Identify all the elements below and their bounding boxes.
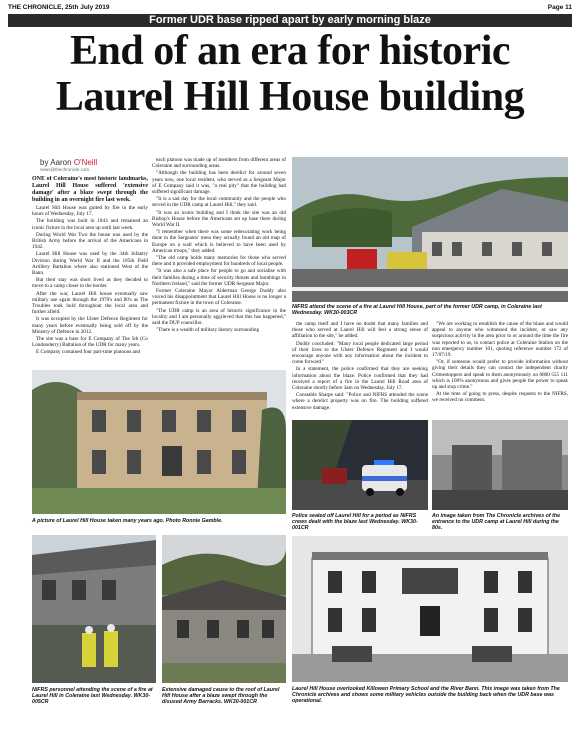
headline — [8, 28, 572, 120]
headline-line-1: End of an era for historic — [69, 28, 511, 74]
paragraph: "The UDR camp is an area of historic significance in the locality and I am personally aggrieved that this has happened," said the DUP councillor. — [152, 307, 286, 327]
paragraph: During World War Two the house was used by the British Army before the arrival of the Americans in 1942. — [32, 231, 148, 251]
paragraph: The site was a base for E Company of The 5th (Co Londonderry) Battalion of the UDR for many years. — [32, 336, 148, 349]
fire-scene-photo — [292, 157, 568, 302]
paragraph: It was occupied by the Ulster Defence Regiment for many years before eventually being sold off by the Ministry of Defence in 2012. — [32, 316, 148, 335]
roof-damage-photo — [162, 535, 286, 683]
page-number: Page 11 — [547, 4, 572, 11]
nifrs-caption: NIFRS personnel attending the scene of a fire at Laurel Hill in Coleraine last Wednesday. WK30-005CR — [32, 687, 153, 706]
paragraph: The building was built in 1843 and remained an iconic fixture in the local area up until last week. — [32, 218, 148, 231]
byline-email[interactable]: news@thechronicle.com — [40, 167, 90, 172]
fire-photo-caption: NIFRS attend the scene of a fire at Laurel Hill House, part of the former UDR camp, in Coleraine last Wednesday. WK30-003CR — [292, 304, 542, 317]
byline-name: O'Neill — [73, 158, 98, 167]
paragraph: the camp itself and I have no doubt that many families and those who served at Laurel Hill will feel a strong sense of affiliation to the site," he added. — [292, 321, 428, 340]
paragraph: "There is a wealth of military history surrounding — [156, 327, 260, 334]
paragraph: "The old camp holds many memories for those who served there and it provided employment for hundreds of local people. — [152, 255, 286, 268]
byline — [40, 158, 97, 167]
paragraph: "Or, if someone would prefer to provide information without giving their details they can contact the independent charity Crimestoppers and speak to them anonymously on 0800 555 111 which is 100% anonymous and gives people the power to speak up and stop crime." — [432, 359, 568, 391]
article-column-4 — [432, 321, 568, 419]
entrance-caption: An image taken from The Chronicle archives of the entrance to the UDR camp at Laurel Hill during the 80s. — [432, 513, 561, 532]
damage-caption: Extensive damaged cause to the roof of Laurel Hill House after a blaze swept through the disused Army Barracks. WK30-001CR — [162, 687, 280, 706]
old-house-photo — [32, 370, 286, 514]
article-column-3 — [292, 321, 428, 419]
paragraph: But their stay was short lived as they decided to move to a camp closer to the border. — [32, 277, 148, 290]
paragraph: E Company contained four part-time platoons and — [36, 349, 141, 356]
headline-line-2: Laurel Hill House building — [55, 74, 525, 120]
paragraph: Constable Sharpe said: "Police and NIFRS attended the scene where a derelict property was on fire. The building suffered extensive damage. — [292, 392, 428, 411]
paper-date: THE CHRONICLE, 25th July 2019 — [8, 4, 110, 11]
article-column-1 — [32, 176, 148, 362]
paragraph: ONE of Coleraine's most historic landmarks, Laurel Hill House suffered 'extensive damage' after a blaze swept through the building in an overnight fire last week. — [32, 176, 148, 203]
entrance-archive-photo — [432, 420, 568, 510]
paragraph: each platoon was made up of members from different areas of Coleraine and surrounding areas. — [152, 157, 286, 170]
article-column-2 — [152, 157, 286, 362]
overlook-caption: Laurel Hill House overlooked Killowen Primary School and the River Bann. This image was taken from The Chronicle archives and shows some military vehicles outside the building back when the UDR base was operational. — [292, 686, 560, 705]
kicker-banner: Former UDR base ripped apart by early morning blaze — [8, 14, 572, 27]
paragraph: "It was an iconic building and I think the site was an old Bishop's House before the Americans set up base there during World War II. — [152, 209, 286, 229]
page-header — [8, 4, 572, 11]
paragraph: Laurel Hill House was gutted by fire in the early hours of Wednesday, July 17. — [32, 205, 148, 218]
paragraph: Former Coleraine Mayor Alderman George Duddy also voiced his disappointment that Laurel Hill House is no longer a permanent fixture in the town of Coleraine. — [152, 288, 286, 307]
paragraph: Duddy concluded: "Many local people dedicated large period of their lives to the Ulster Defence Regiment and I would encourage anyone with any information about the incident to come forward." — [292, 340, 428, 366]
byline-prefix: by Aaron — [40, 158, 72, 167]
police-caption: Police sealed off Laurel Hill for a period as NIFRS crews dealt with the blaze last Wednesday. WK30-001CR — [292, 513, 418, 532]
nifrs-personnel-photo — [32, 535, 156, 683]
overlook-archive-photo — [292, 536, 568, 682]
paragraph: "It is a sad day for the local community and the people who served in the UDR camp at Laurel Hill," they said. — [152, 196, 286, 209]
paragraph: After the war, Laurel Hill house eventually saw military use again through the 1970's and 80's as The Troubles took hold throughout the local area and further afield. — [32, 290, 148, 316]
paragraph: "We are working to establish the cause of the blaze and would appeal to anyone who witnessed the incident, or saw any suspicious activity in the area prior to or around the time the fire was reported to us, to contact police at Coleraine Station on the non emergency number 101, quoting reference number 172 of 17/07/19. — [432, 321, 568, 359]
police-photo — [292, 420, 428, 510]
paragraph: Laurel Hill House was used by the 34th Infantry Division during World War II and the 185th Field Artillery Battalion where also stationed West of the Bann. — [32, 251, 148, 277]
paragraph: "I remember when there was some redecorating work being done in the Sergeants' mess they actually found an old map of Europe on a wall which is believed to have been used by American troops," they added. — [152, 229, 286, 254]
paragraph: "Although the building has been derelict for around seven years now, one local resident, who served as a Sergeant Major of E Company said it was, "a real pity" that the building had suffered significant damage. — [152, 170, 286, 196]
paragraph: At the time of going to press, despite requests to the NIFRS, we received no comment. — [432, 391, 568, 404]
paragraph: In a statement, the police confirmed that they are seeking information about the blaze. Police confirmed that they had received a report of a fire in the Laurel Hill Road area of Coleraine shortly before 3am on Wednesday, July 17. — [292, 366, 428, 392]
paragraph: "It was also a safe place for people to go and socialise with their families during a time of security threats and bombings in Northern Ireland," said the former UDR Sergeant Major. — [152, 268, 286, 287]
old-house-caption: A picture of Laurel Hill House taken many years ago. Photo Ronnie Gamble. — [32, 518, 223, 524]
